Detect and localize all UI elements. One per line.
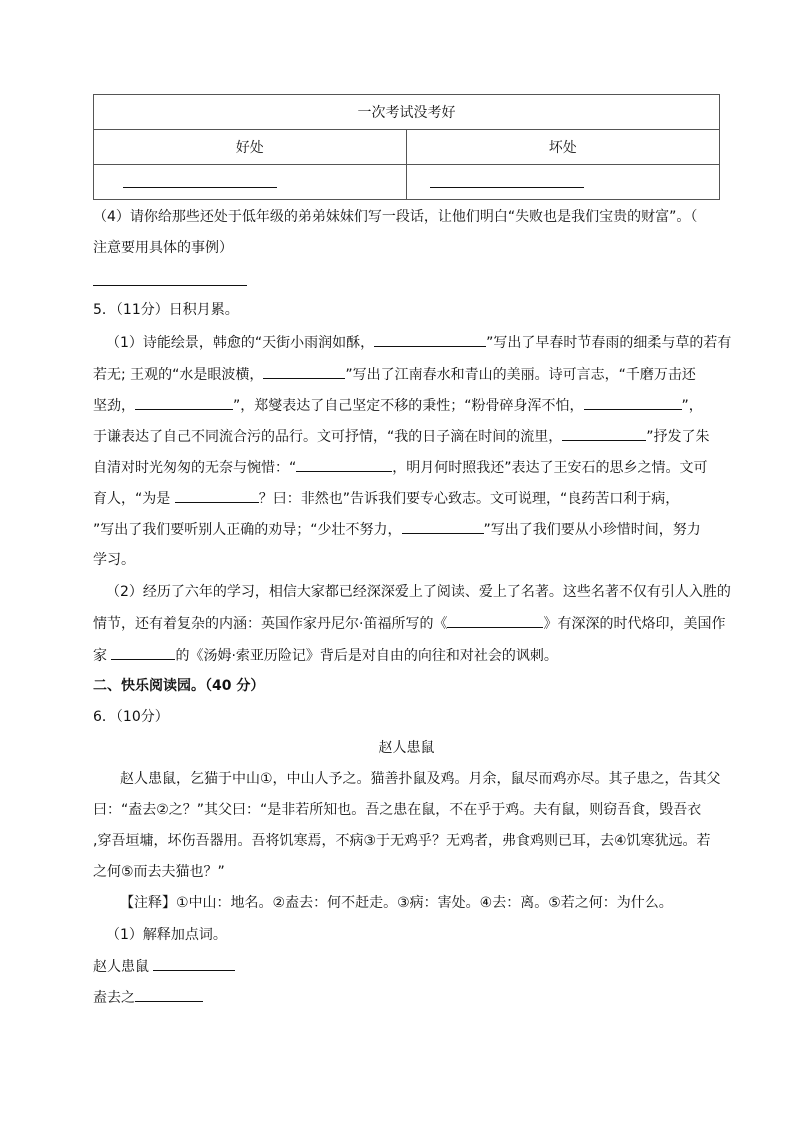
passage-line: ,穿吾垣墉，坏伤吾器用。吾将饥寒焉，不病③于无鸡乎？无鸡者，弗食鸡则已耳，去④饥寒犹远。若 [93,833,711,849]
answer-blank[interactable] [430,187,584,188]
passage-line: 曰：“盍去②之？”其父曰：“是非若所知也。吾之患在鼠，不在乎于鸡。夫有鼠，则窃吾食，毁吾衣 [93,802,702,818]
column-bad: 坏处 [548,140,577,156]
answer-blank[interactable] [263,364,345,379]
q5-heading: 5．（11分）日积月累。 [93,302,239,318]
q5-p1-line: 若无; 王观的“水是眼波横， ”写出了江南春水和青山的美丽。诗可言志，“千磨万击还 [93,364,733,385]
passage-title: 赵人患鼠 [378,740,435,756]
table-column-row [94,130,719,165]
answer-blank[interactable] [111,645,175,660]
q5-p1-line: 学习。 [93,552,135,568]
passage-line: 之何⑤而去夫猫也？” [93,864,225,880]
passage-line: 赵人患鼠，乞猫于中山①，中山人予之。猫善扑鼠及鸡。月余，鼠尽而鸡亦尽。其子患之，告其父 [120,771,721,787]
answer-blank[interactable] [374,332,486,347]
q5-p2-line: （2）经历了六年的学习，相信大家都已经深深爱上了阅读、爱上了名著。这些名著不仅有引人入胜的 [106,584,731,600]
q5-p2-line: 情节，还有着复杂的内涵：英国作家丹尼尔·笛福所写的《 》有深深的时代烙印，美国作 [93,613,733,634]
answer-cell-bad[interactable] [407,165,720,200]
answer-blank[interactable] [447,613,543,628]
answer-cell-good[interactable] [94,165,407,200]
answer-table [93,94,720,200]
column-good: 好处 [94,130,407,164]
q5-p1-line: 自清对时光匆匆的无奈与惋惜：“ ，明月何时照我还”表达了王安石的思乡之情。文可 [93,457,733,478]
answer-blank[interactable] [93,285,247,286]
q5-p1-line: 坚劲， ”，郑燮表达了自己坚定不移的秉性；“粉骨碎身浑不怕， ”， [93,395,733,416]
section-heading: 二、快乐阅读园。（40 分） [93,678,265,694]
q5-p1-line: 于谦表达了自己不同流合污的品行。文可抒情，“我的日子滴在时间的流里， ”抒发了朱 [93,426,733,447]
answer-blank[interactable] [123,187,277,188]
table-header-row [94,95,719,130]
answer-blank[interactable] [153,956,235,971]
q4-line2: 注意要用具体的事例） [93,240,233,256]
answer-blank[interactable] [296,457,392,472]
q6-heading: 6．（10分） [93,709,169,725]
table-answer-row [94,165,719,200]
q6-sub1: （1）解释加点词。 [106,927,227,943]
q5-p1-line: （1）诗能绘景，韩愈的“天街小雨润如酥， ”写出了早春时节春雨的细柔与草的若有 [106,332,746,353]
q6-item: 赵人患鼠 [93,956,733,977]
answer-blank[interactable] [584,395,682,410]
table-header: 一次考试没考好 [357,105,456,121]
q4-line1: （4）请你给那些还处于低年级的弟弟妹妹们写一段话，让他们明白“失败也是我们宝贵的财富”。（ [93,209,698,225]
q6-item: 盍去之 [93,987,733,1008]
answer-blank[interactable] [175,488,259,503]
q5-p1-line: ”写出了我们要听别人正确的劝导；“少壮不努力， ”写出了我们要从小珍惜时间，努力 [93,519,733,540]
q5-p1-line: 育人，“为是 ？曰：非然也”告诉我们要专心致志。文可说理，“良药苦口利于病， [93,488,733,509]
answer-blank[interactable] [135,987,203,1002]
q5-p2-line: 家 的《汤姆·索亚历险记》背后是对自由的向往和对社会的讽刺。 [93,645,733,666]
answer-blank[interactable] [402,519,484,534]
answer-blank[interactable] [562,426,646,441]
passage-note: 【注释】①中山：地名。②盍去：何不赶走。③病：害处。④去：离。⑤若之何：为什么。 [120,895,673,911]
answer-blank[interactable] [135,395,233,410]
